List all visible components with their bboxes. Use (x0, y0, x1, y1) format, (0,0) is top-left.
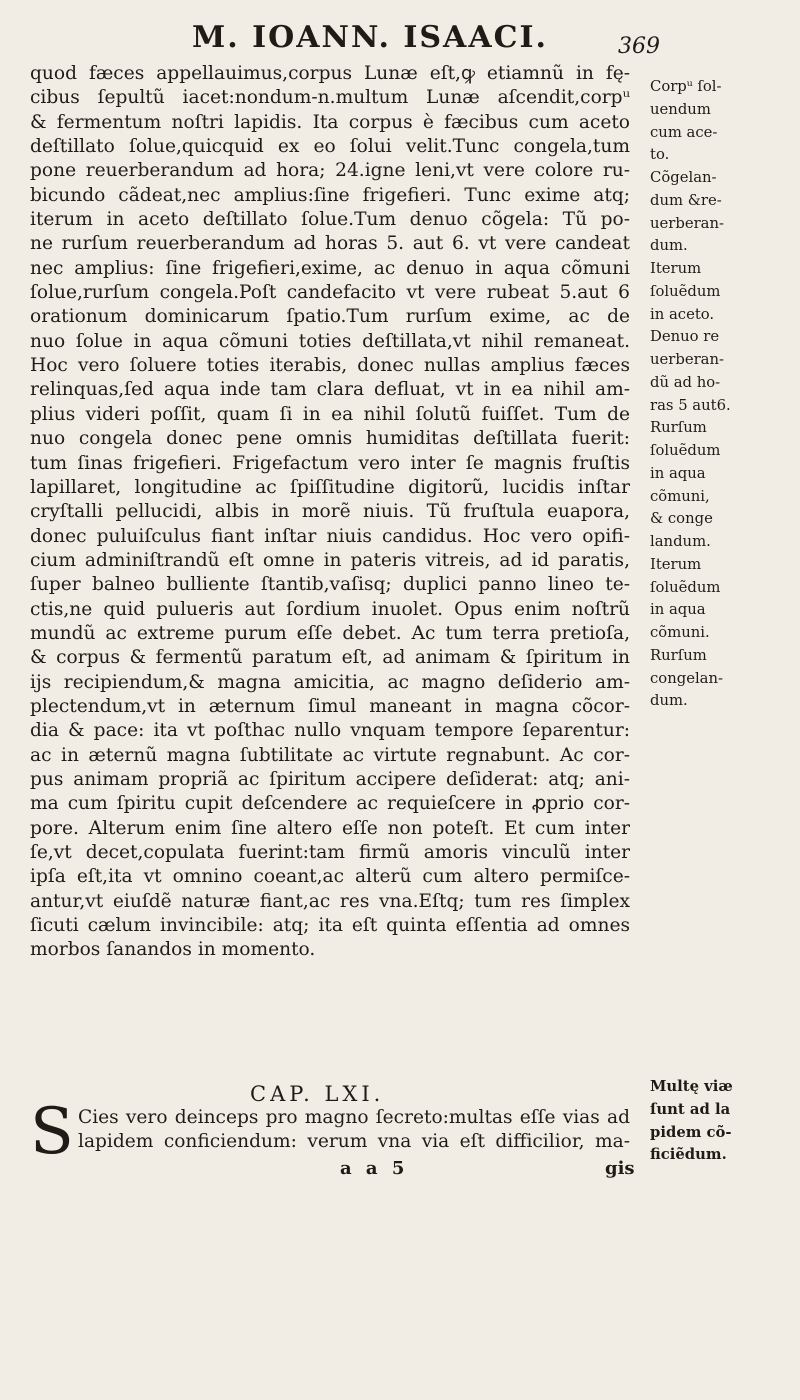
margin-note-line: Iterum (650, 555, 702, 573)
margin-note-line: Corpᵘ ſol- (650, 78, 722, 95)
margin-note-line: Rurſum (650, 646, 707, 664)
text-line: plius videri poſſit, quam ſi in ea nihil ſolutũ fuiſſet. Tum de (30, 403, 630, 425)
margin-note-line: Cõgelan- (650, 169, 717, 186)
text-line: nec amplius: ſine frigefieri,exime, ac denuo in aqua cõmuni (30, 257, 630, 279)
margin-note-line: dum &re- (650, 191, 722, 209)
text-line: donec puluiſculus fiant inſtar niuis candidus. Hoc vero opifi- (30, 525, 630, 547)
text-line: plectendum,vt in æternum ſimul maneant in magna cõcor- (30, 695, 630, 717)
text-line: pore. Alterum enim ſine altero eſſe non poteſt. Et cum inter (30, 817, 630, 839)
margin-note-line: ſoluẽdum (650, 442, 721, 459)
text-line: ſuper balneo bulliente ſtantib,vaſisq; duplici panno lineo te- (30, 574, 630, 596)
margin-note-line: cum ace- (650, 123, 718, 141)
text-line: quod fæces appellauimus,corpus Lunæ eſt,ꝙ etiamnũ in fę- (30, 63, 630, 84)
margin-note-line: in aqua (650, 464, 706, 482)
margin-note-line: uendum (650, 100, 711, 118)
text-line: lapidem conficiendum: verum vna via eſt difficilior, ma- (78, 1131, 630, 1153)
margin-note-line: ficiẽdum. (650, 1146, 727, 1164)
margin-note-line: ſoluẽdum (650, 282, 721, 300)
catchword: gis (605, 1158, 635, 1179)
margin-note-line: Iterum (650, 260, 702, 277)
text-line: orationum dominicarum ſpatio.Tum rurſum exime, ac de (30, 306, 630, 328)
margin-note-line: landum. (650, 533, 711, 550)
text-line: iterum in aceto deſtillato ſolue.Tum denuo cõgela: Tũ po- (30, 209, 630, 231)
signature-mark: a a 5 (340, 1158, 409, 1179)
margin-note-line: dũ ad ho- (650, 373, 721, 391)
margin-note-line: Rurſum (650, 419, 707, 437)
text-line: cibus ſepultũ iacet:nondum-n.multum Lunæ aſcendit,corpᵘ (30, 87, 630, 109)
page-number: 369 (618, 34, 660, 59)
text-line: ctis,ne quid pulueris aut ſordium inuolet. Opus enim noſtrũ (30, 598, 630, 620)
text-line: ne rurſum reuerberandum ad horas 5. aut 6. vt vere candeat (30, 233, 630, 255)
text-line: antur,vt eiuſdẽ naturæ fiant,ac res vna.Eſtq; tum res ſimplex (30, 890, 630, 912)
running-head: M. IOANN. ISAACI. (192, 20, 548, 55)
text-line: nuo congela donec pene omnis humiditas deſtillata fuerit: (30, 428, 630, 450)
text-line: ijs recipiendum,& magna amicitia, ac magno deſiderio am- (30, 671, 630, 693)
margin-note-line: dum. (650, 692, 688, 710)
page-header (0, 0, 800, 60)
text-line: ſolue,rurſum congela.Poſt candefacito vt vere rubeat 5.aut 6 (30, 282, 630, 304)
text-line: ſicuti cælum invincibile: atq; ita eſt quinta eſſentia ad omnes (30, 915, 630, 937)
margin-note-line: dum. (650, 237, 688, 255)
text-line: bicundo cãdeat,nec amplius:ſine frigefieri. Tunc exime atq; (30, 184, 630, 206)
text-line: dia & pace: ita vt poſthac nullo vnquam tempore ſeparentur: (30, 720, 630, 742)
margin-note-line: Denuo re (650, 328, 720, 346)
margin-note-line: & conge (650, 510, 713, 528)
drop-cap: S (30, 1095, 74, 1169)
text-line: tum ſinas frigefieri. Frigefactum vero inter ſe magnis fruſtis (30, 452, 630, 474)
text-line: pus animam propriã ac ſpiritum accipere deſiderat: atq; ani- (30, 768, 630, 790)
main-text-column (30, 62, 630, 963)
text-line: morbos ſanandos in momento. (30, 939, 316, 961)
text-line: lapillaret, longitudine ac ſpiſſitudine digitorũ, lucidis inſtar (30, 476, 630, 498)
margin-note-line: ſoluẽdum (650, 578, 721, 596)
margin-note-line: cõmuni. (650, 624, 710, 641)
text-line: relinquas,ſed aqua inde tam clara defluat, vt in ea nihil am- (30, 379, 630, 401)
margin-note-line: congelan- (650, 669, 724, 687)
text-line: nuo ſolue in aqua cõmuni toties deſtillata,vt nihil remaneat. (30, 330, 630, 352)
chapter-text (78, 1106, 630, 1155)
margin-note-line: ſunt ad la (650, 1100, 731, 1118)
margin-note-line: in aceto. (650, 305, 715, 323)
text-line: ipſa eſt,ita vt omnino coeant,ac alterũ cum altero permiſce- (30, 866, 630, 888)
text-line: ac in æternũ magna ſubtilitate ac virtute regnabunt. Ac cor- (30, 744, 630, 766)
text-line: ma cum ſpiritu cupit deſcendere ac requieſcere in ꝓprio cor- (30, 793, 630, 815)
margin-note-line: in aqua (650, 601, 706, 619)
text-line: cium adminiſtrandũ eſt omne in pateris vitreis, ad id paratis, (30, 549, 630, 571)
text-line: Cies vero deinceps pro magno ſecreto:multas eſſe vias ad (78, 1107, 630, 1128)
margin-note-line: Multę viæ (650, 1078, 733, 1095)
text-line: & corpus & fermentũ paratum eſt, ad animam & ſpiritum in (30, 647, 630, 669)
margin-note-line: to. (650, 146, 670, 164)
text-line: cryſtalli pellucidi, albis in morẽ niuis. Tũ fruſtula euapora, (30, 501, 630, 523)
text-line: deſtillato ſolue,quicquid ex eo ſolui velit.Tunc congela,tum (30, 136, 630, 158)
text-line: Hoc vero ſoluere toties iterabis, donec nullas amplius fæces (30, 355, 630, 377)
text-line: & fermentum noſtri lapidis. Ita corpus è fæcibus cum aceto (30, 111, 630, 133)
chapter-heading: CAP. LXI. (250, 1082, 385, 1106)
margin-note-line: uerberan- (650, 351, 725, 368)
page-footer (0, 1150, 800, 1190)
margin-note-line: cõmuni, (650, 487, 710, 505)
text-line: mundũ ac extreme purum eſſe debet. Ac tum terra pretioſa, (30, 622, 630, 644)
text-line: ſe,vt decet,copulata fuerint:tam firmũ amoris vinculũ inter (30, 842, 630, 863)
margin-note-line: pidem cõ- (650, 1123, 732, 1141)
text-line: pone reuerberandum ad hora; 24.igne leni,vt vere colore ru- (30, 160, 630, 182)
margin-note-line: uerberan- (650, 214, 725, 232)
margin-note-line: ras 5 aut6. (650, 396, 731, 414)
margin-notes-upper (650, 76, 795, 713)
